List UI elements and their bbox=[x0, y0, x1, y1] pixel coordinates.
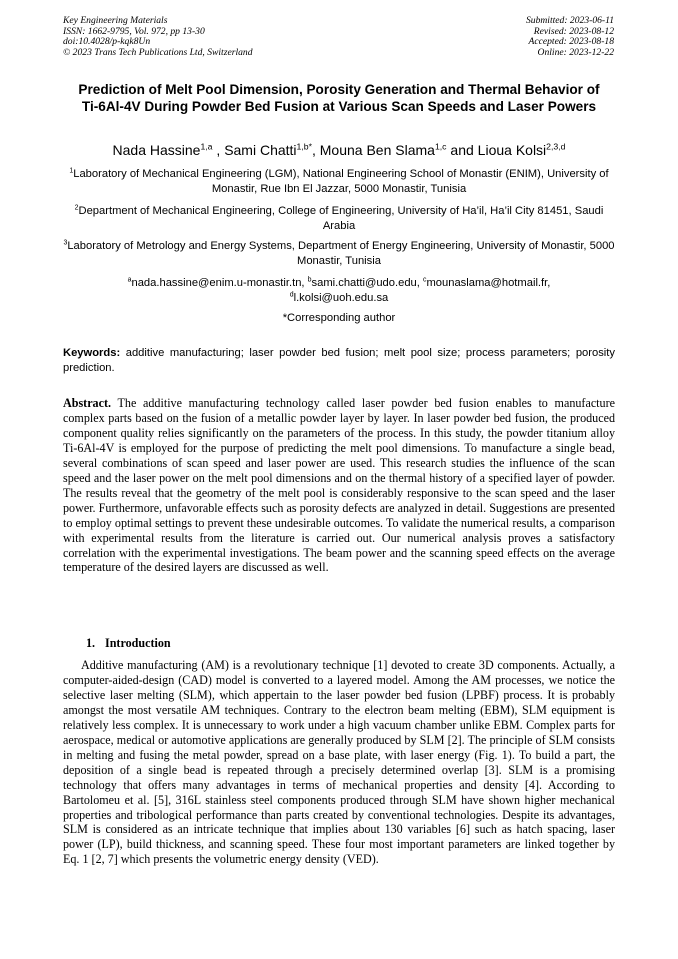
affiliation-text: Laboratory of Mechanical Engineering (LGM), National Engineering School of Monastir (ENIM), University of Monastir, Rue Ibn El Jazzar, 5000 Monastir, Tunisia bbox=[73, 168, 609, 195]
copyright: © 2023 Trans Tech Publications Ltd, Switzerland bbox=[63, 46, 253, 58]
author-affiliation-mark: 1,b* bbox=[296, 141, 312, 152]
email-mark: b bbox=[307, 276, 312, 284]
affiliation-mark: 1 bbox=[69, 167, 74, 175]
keywords-block bbox=[63, 346, 615, 375]
author-affiliation-mark: 1,c bbox=[434, 141, 447, 152]
abstract-text: The additive manufacturing technology called laser powder bed fusion enables to manufacture complex parts based on the fusion of a metallic powder layer by layer. In laser powder bed fusion, the produced component quality relies significantly on the parameters of the process. In this study, the powder titanium alloy Ti-6Al-4V is employed for the purpose of predicting the melt pool dimensions. To manufacture a single bead, several combinations of scan speed and laser power are used. This research studies the influence of the scan speed and the laser power on the melt pool dimensions and on the thermal history of a specified layer of powder. The results reveal that the geometry of the melt pool is considerably responsive to the scan speed and the laser power. Furthermore, unfavorable effects such as porosity defects are analyzed in detail. Suggestions are presented to employ optimal settings to prevent these undesirable outcomes. To validate the numerical results, a comparison with experimental results from the literature is carried out. Our numerical analysis proves a satisfactory correlation with the experimental investigations. The beam power and the scanning speed effects on the average temperature of the desired layers are discussed as well. bbox=[63, 396, 615, 575]
accepted-date: Accepted: 2023-08-18 bbox=[528, 36, 614, 48]
corresponding-author-note: *Corresponding author bbox=[282, 312, 396, 324]
section-title: Introduction bbox=[105, 636, 171, 650]
affiliation-mark: 3 bbox=[63, 239, 68, 247]
author-list bbox=[60, 141, 618, 159]
author-emails bbox=[63, 276, 615, 305]
abstract-block bbox=[63, 396, 615, 575]
author-affiliation-mark: 2,3,d bbox=[546, 141, 566, 152]
affiliation-3 bbox=[63, 239, 615, 268]
introduction-paragraph: Additive manufacturing (AM) is a revolutionary technique [1] devoted to create 3D components. Actually, a computer-aided-design (CAD) model is converted to a layered model. Among the AM processes, we notice the selective laser melting (SLM), which appertain to the laser powder bed fusion (LPBF) process. It is probably amongst the most versatile AM techniques. Contrary to the electron beam melting (EBM), SLM equipment is relatively less complex. It is unnecessary to work under a high vacuum chamber unlike EBM. Complex parts for aerospace, medical or automotive applications are generally produced by SLM [2]. The principle of SLM consists in melting and fusing the metal powder, spread on a base plate, with laser energy (Fig. 1). To build a part, the deposition of a single bead is repeated through a precisely determined overlap [3]. SLM is a promising technology that offers many advantages in terms of mechanical properties and density [4]. According to Bartolomeu et al. [5], 316L stainless steel components produced through SLM have shown higher mechanical properties and tribological performance than parts created by conventional technologies. Despite its advantages, SLM is considered as an intricate technique that implies about 130 variables [6] such as hatch spacing, laser power (LP), build thickness, and scanning speed. These four most important parameters are linked together by Eq. 1 [2, 7] which presents the volumetric energy density (VED). bbox=[63, 658, 615, 867]
submitted-date: Submitted: 2023-06-11 bbox=[525, 15, 614, 26]
email-link[interactable]: mounaslama@hotmail.fr, bbox=[426, 277, 551, 289]
journal-header-left bbox=[63, 16, 253, 58]
keywords-label: Keywords: bbox=[63, 347, 121, 359]
author-name: Nada Hassine bbox=[112, 142, 201, 158]
email-mark: c bbox=[422, 276, 427, 284]
affiliation-mark: 2 bbox=[74, 204, 79, 212]
section-heading-introduction bbox=[86, 636, 171, 651]
journal-name: Key Engineering Materials bbox=[63, 15, 168, 26]
author-separator: , bbox=[212, 142, 225, 158]
abstract-label: Abstract. bbox=[63, 396, 112, 410]
email-mark: a bbox=[127, 276, 132, 284]
online-date: Online: 2023-12-22 bbox=[537, 46, 614, 58]
author-name: Lioua Kolsi bbox=[477, 142, 547, 158]
doi[interactable]: doi:10.4028/p-kqk8Un bbox=[63, 36, 151, 48]
author-separator: and bbox=[446, 142, 478, 158]
affiliation-text: Laboratory of Metrology and Energy Systems, Department of Energy Engineering, University of Monastir, 5000 Monastir, Tunisia bbox=[67, 240, 615, 267]
journal-header-right bbox=[526, 16, 614, 58]
email-link[interactable]: l.kolsi@uoh.edu.sa bbox=[293, 291, 389, 304]
author-name: Sami Chatti bbox=[224, 142, 297, 158]
issn-volume: ISSN: 1662-9795, Vol. 972, pp 13-30 bbox=[63, 25, 205, 37]
paper-title: Prediction of Melt Pool Dimension, Porosity Generation and Thermal Behavior of Ti-6Al-4V During Powder Bed Fusion at Various Scan Speeds and Laser Powers bbox=[78, 82, 600, 115]
email-link[interactable]: sami.chatti@udo.edu, bbox=[311, 277, 423, 289]
author-separator: , bbox=[311, 142, 320, 158]
affiliation-text: Department of Mechanical Engineering, College of Engineering, University of Ha’il, Ha’il City 81451, Saudi Arabia bbox=[78, 205, 604, 232]
email-mark: d bbox=[289, 290, 294, 298]
email-link[interactable]: nada.hassine@enim.u-monastir.tn, bbox=[131, 277, 308, 289]
revised-date: Revised: 2023-08-12 bbox=[533, 25, 614, 37]
section-number: 1. bbox=[86, 636, 96, 650]
author-name: Mouna Ben Slama bbox=[319, 142, 435, 158]
affiliation-2 bbox=[63, 204, 615, 233]
affiliation-1 bbox=[63, 167, 615, 196]
author-affiliation-mark: 1,a bbox=[200, 141, 213, 152]
keywords-text: additive manufacturing; laser powder bed fusion; melt pool size; process parameters; porosity prediction. bbox=[63, 347, 615, 374]
